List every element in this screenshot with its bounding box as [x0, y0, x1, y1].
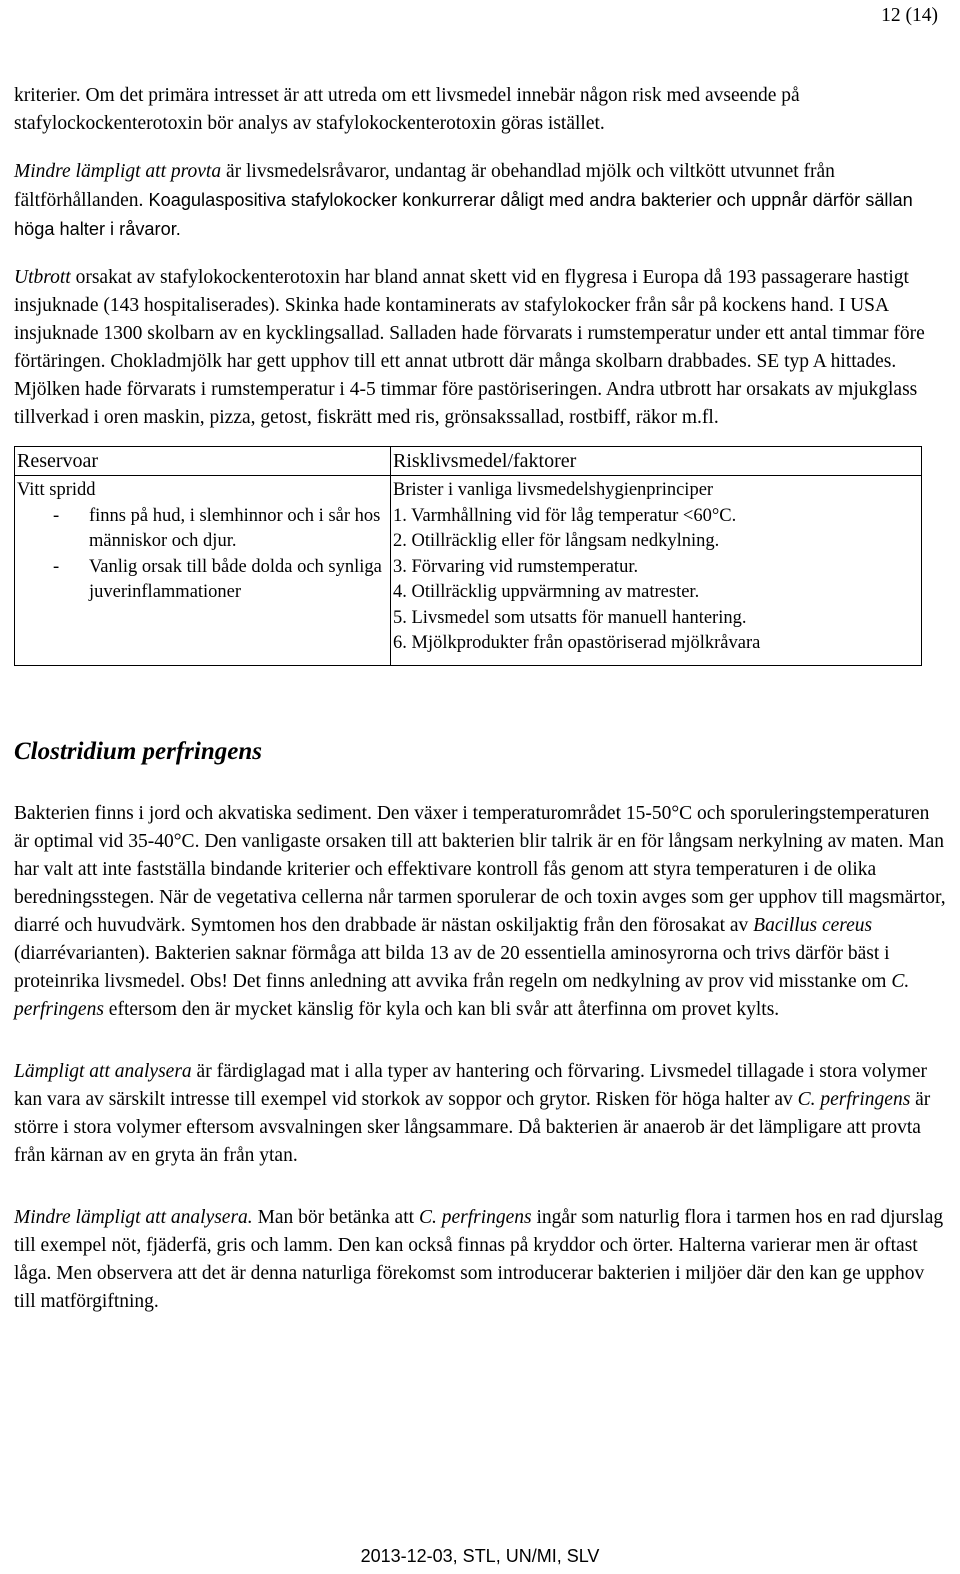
perfringens-paragraph-less-suitable: Mindre lämpligt att analysera. Man bör betänka att C. perfringens ingår som naturlig flora i tarmen hos en rad djurslag till exempel nöt, fjäderfä, gris och lamm. Den kan också finnas på kryddor och örter. Halterna varierar men är oftast låga. Men observera att det är denna naturliga förekomst som introducerar bakterien i miljöer där den kan ge upphov till matförgiftning.: [14, 1206, 944, 1312]
intro-paragraph-less-suitable: [14, 158, 948, 244]
risk-list: [393, 504, 919, 657]
c-perfringens-term: C. perfringens: [797, 1088, 911, 1110]
section-title: Clostridium perfringens: [14, 737, 262, 765]
reservoir-title: Vitt spridd: [17, 480, 96, 500]
risk-item: 6. Mjölkprodukter från opastöriserad mjölkråvara: [393, 633, 761, 653]
risk-factors-cell: [391, 476, 922, 666]
suitable-heading: Lämpligt att analysera: [14, 1060, 192, 1082]
less-suitable-analysis-heading: Mindre lämpligt att analysera.: [14, 1206, 253, 1228]
risk-item: 1. Varmhållning vid för låg temperatur <60°C.: [393, 505, 737, 526]
risk-item: 2. Otillräcklig eller för långsam nedkylning.: [393, 531, 720, 551]
dash-marker: -: [53, 505, 60, 526]
risk-item: 4. Otillräcklig uppvärmning av matrester.: [393, 582, 700, 602]
dash-marker: -: [53, 556, 60, 577]
table-header-reservoir: Reservoar: [15, 447, 391, 476]
bacillus-cereus-term: Bacillus cereus: [753, 914, 873, 936]
reservoir-risk-table: [14, 446, 922, 666]
less-suitable-heading: Mindre lämpligt att provta: [14, 161, 222, 182]
less-suitable-text: är livsmedelsråvaror, undantag är obehandlad mjölk och viltkött utvunnet från fältförhållanden.: [14, 161, 835, 211]
reservoir-list: [17, 504, 388, 606]
reservoir-cell: [15, 476, 391, 666]
outbreaks-heading: Utbrott: [14, 267, 71, 288]
c-perfringens-term: C. perfringens: [418, 1206, 532, 1228]
outbreaks-text: orsakat av stafylokockenterotoxin har bland annat skett vid en flygresa i Europa då 193 passagerare hastigt insjuknade (143 hospitaliserades). Skinka hade kontaminerats av stafylokocker från sår på kockens hand. I USA insjuknade 1300 skolbarn av en kycklingsallad. Salladen hade förvarats i rumstemperatur under ett antal timmar före förtäringen. Chokladmjölk har gett upphov till ett annat utbrott där många skolbarn drabbades. SE typ A hittades. Mjölken hade förvarats i rumstemperatur i 4-5 timmar före pastöriseringen. Andra utbrott har orsakats av mjukglass tillverkad i oren maskin, pizza, getost, fiskrätt med ris, grönsakssallad, rostbiff, räkor m.fl.: [14, 267, 925, 428]
c-perfringens-term: C. perfringens: [14, 970, 910, 1020]
risk-title: Brister i vanliga livsmedelshygienprinciper: [393, 480, 714, 500]
reservoir-item: - finns på hud, i slemhinnor och i sår hos människor och djur.: [53, 505, 381, 551]
intro-paragraph-outbreaks: [14, 264, 948, 432]
table-header-risk-factors: Risklivsmedel/faktorer: [391, 447, 922, 476]
risk-item: 3. Förvaring vid rumstemperatur.: [393, 556, 639, 577]
footer: 2013-12-03, STL, UN/MI, SLV: [360, 1546, 600, 1566]
intro-paragraph-criteria: kriterier. Om det primära intresset är att utreda om ett livsmedel innebär någon risk med avseende på stafylockockenterotoxin bör analys av stafylokockenterotoxin göras istället.: [14, 85, 800, 134]
page-number: 12 (14): [881, 5, 938, 26]
reservoir-item: - Vanlig orsak till både dolda och synliga juverinflammationer: [53, 556, 382, 602]
perfringens-paragraph-intro: Bakterien finns i jord och akvatiska sediment. Den växer i temperaturområdet 15-50°C och sporuleringstemperaturen är optimal vid 35-40°C. Den vanligaste orsaken till att bakterien blir talrik är en för långsam nerkylning av maten. Man har valt att inte fastställa bindande kriterier och effektivare kontroll fås genom att styra temperaturen i de olika beredningsstegen. När de vegetativa cellerna når tarmen sporulerar de och toxin avges som ger upphov till magsmärtor, diarré och huvudvärk. Symtomen hos den drabbade är nästan oskiljaktig från den förosakat av Bacillus cereus (diarrévarianten). Bakterien saknar förmåga att bilda 13 av de 20 essentiella aminosyrorna och trivs därför bäst i proteinrika livsmedel. Obs! Det finns anledning att avvika från regeln om nedkylning av prov vid misstanke om C. perfringens eftersom den är mycket känslig för kyla och kan bli svår att återfinna om provet kylts.: [14, 802, 946, 1020]
page-content: [14, 82, 948, 1336]
coagulase-text: Koagulaspositiva stafylokocker konkurrerar dåligt med andra bakterier och uppnår därför sällan höga halter i råvaror.: [14, 190, 913, 239]
risk-item: 5. Livsmedel som utsatts för manuell hantering.: [393, 607, 747, 628]
perfringens-paragraph-suitable: Lämpligt att analysera är färdiglagad mat i alla typer av hantering och förvaring. Livsmedel tillagade i stora volymer kan vara av särskilt intresse till exempel vid storkok av soppor och grytor. Risken för höga halter av C. perfringens är större i stora volymer eftersom avsvalningen sker långsammare. Då bakterien är anaerob är det lämpligare att provta från kärnan av en gryta än från ytan.: [14, 1060, 931, 1166]
